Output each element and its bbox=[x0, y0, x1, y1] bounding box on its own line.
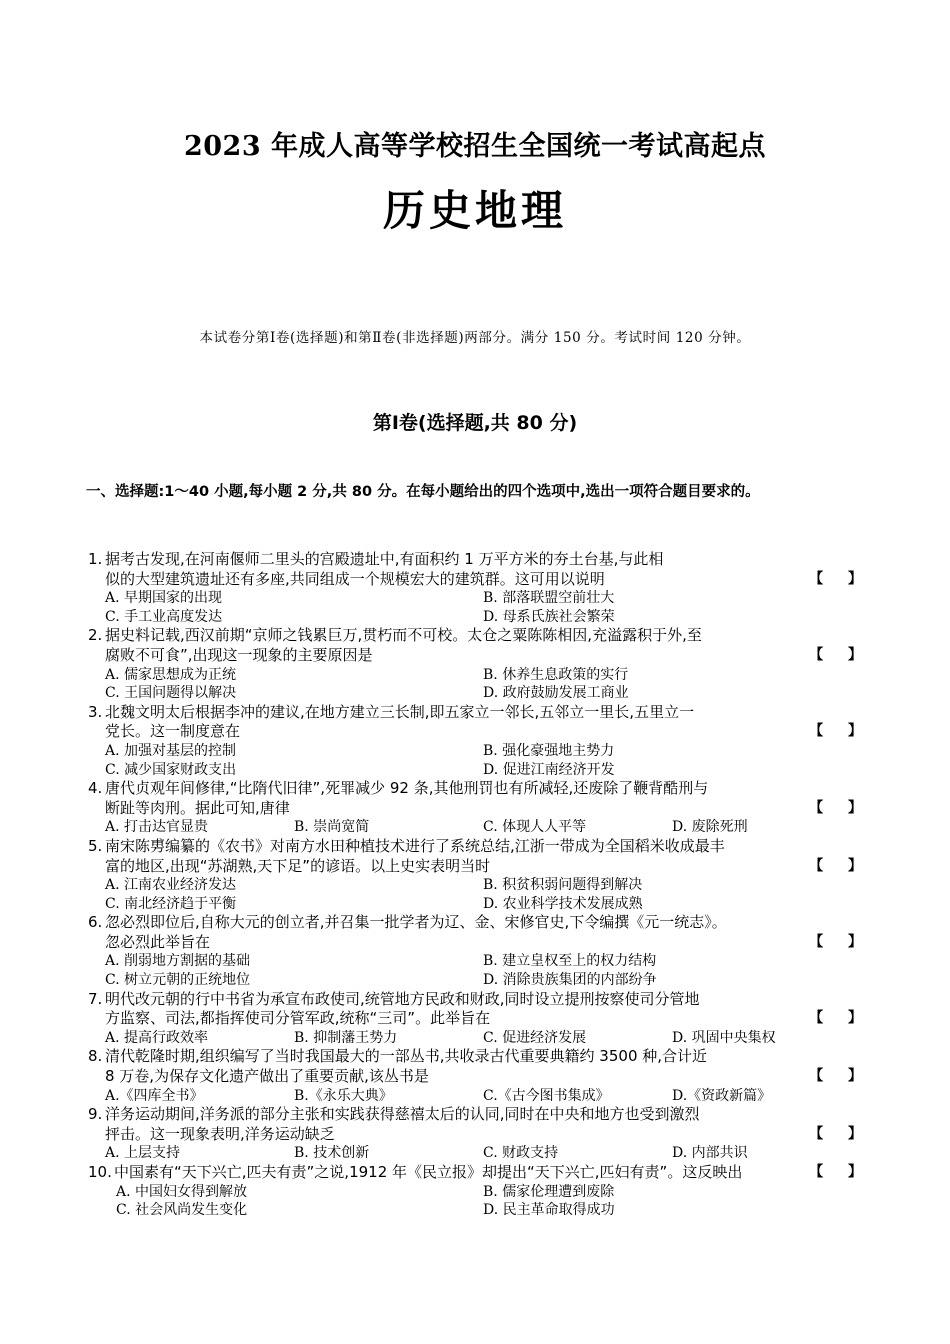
option-b[interactable]: B. 建立皇权至上的权力结构 bbox=[483, 953, 657, 970]
option-row bbox=[88, 761, 878, 780]
question-4 bbox=[88, 779, 878, 837]
option-row bbox=[88, 684, 878, 703]
option-d[interactable]: D.《资政新篇》 bbox=[672, 1087, 772, 1104]
option-d[interactable]: D. 农业科学技术发展成熟 bbox=[483, 895, 643, 912]
section-instructions: 一、选择题:1～40 小题,每小题 2 分,共 80 分。在每小题给出的四个选项中,选出一项符合题目要求的。 bbox=[86, 484, 760, 500]
question-text: 断趾等肉刑。据此可知,唐律 bbox=[105, 798, 290, 817]
question-1 bbox=[88, 550, 878, 626]
question-text: 据史料记载,西汉前期“京师之钱累巨万,贯朽而不可校。太仓之粟陈陈相因,充溢露积于外,至 bbox=[105, 626, 702, 645]
option-row bbox=[88, 1144, 878, 1163]
option-a[interactable]: A. 江南农业经济发达 bbox=[105, 877, 237, 894]
option-c[interactable]: C. 王国问题得以解决 bbox=[105, 685, 237, 702]
question-text: 南宋陈旉编纂的《农书》对南方水田种植技术进行了系统总结,江浙一带成为全国稻米收成最丰 bbox=[105, 836, 725, 855]
question-stem-line bbox=[88, 1047, 878, 1067]
subject-title: 历史地理 bbox=[382, 186, 567, 235]
option-row bbox=[88, 589, 878, 608]
question-text: 洋务运动期间,洋务派的部分主张和实践获得慈禧太后的认同,同时在中央和地方也受到激烈 bbox=[105, 1105, 700, 1124]
answer-bracket[interactable]: 【 】 bbox=[809, 1164, 872, 1180]
question-6 bbox=[88, 913, 878, 989]
question-number: 9. bbox=[88, 1105, 103, 1124]
option-a[interactable]: A. 上层支持 bbox=[105, 1145, 181, 1162]
option-row bbox=[88, 876, 878, 895]
question-list bbox=[88, 550, 878, 1220]
answer-bracket[interactable]: 【 】 bbox=[809, 570, 872, 587]
question-8 bbox=[88, 1047, 878, 1105]
question-stem-line bbox=[88, 626, 878, 646]
question-10 bbox=[88, 1163, 878, 1220]
question-stem-line bbox=[88, 1105, 878, 1125]
option-a[interactable]: A. 儒家思想成为正统 bbox=[105, 666, 237, 683]
option-a[interactable]: A. 削弱地方割据的基础 bbox=[105, 953, 251, 970]
question-number: 8. bbox=[88, 1047, 103, 1066]
answer-bracket[interactable]: 【 】 bbox=[809, 857, 872, 874]
part-heading: 第Ⅰ卷(选择题,共 80 分) bbox=[372, 412, 578, 434]
question-text: 腐败不可食”,出现这一现象的主要原因是 bbox=[105, 645, 373, 664]
question-stem-line bbox=[88, 1125, 878, 1145]
question-9 bbox=[88, 1105, 878, 1163]
option-row bbox=[88, 818, 878, 837]
option-row bbox=[88, 742, 878, 761]
option-a[interactable]: A. 打击达官显贵 bbox=[105, 819, 209, 836]
option-b[interactable]: B. 积贫积弱问题得到解决 bbox=[483, 877, 643, 894]
answer-bracket[interactable]: 【 】 bbox=[809, 723, 872, 740]
question-stem-line bbox=[88, 1163, 878, 1183]
option-row bbox=[88, 1183, 878, 1202]
option-row bbox=[88, 971, 878, 990]
question-stem-line bbox=[88, 570, 878, 590]
option-d[interactable]: D. 促进江南经济开发 bbox=[483, 761, 615, 778]
option-b[interactable]: B. 技术创新 bbox=[294, 1145, 370, 1162]
option-c[interactable]: C. 财政支持 bbox=[483, 1145, 559, 1162]
answer-bracket[interactable]: 【 】 bbox=[809, 646, 872, 663]
option-c[interactable]: C. 手工业高度发达 bbox=[105, 608, 223, 625]
question-stem-line bbox=[88, 837, 878, 857]
answer-bracket[interactable]: 【 】 bbox=[809, 799, 872, 816]
question-number: 6. bbox=[88, 913, 103, 932]
option-b[interactable]: B. 儒家伦理遭到废除 bbox=[483, 1183, 615, 1200]
question-text: 中国素有“天下兴亡,匹夫有责”之说,1912 年《民立报》却提出“天下兴亡,匹妇有责”。这反映出 bbox=[114, 1163, 743, 1181]
question-text: 忽必烈即位后,自称大元的创立者,并召集一批学者为辽、金、宋修官史,下令编撰《元一统志》。 bbox=[105, 913, 727, 932]
option-row bbox=[88, 1087, 878, 1106]
option-row bbox=[88, 666, 878, 685]
option-c[interactable]: C. 促进经济发展 bbox=[483, 1029, 587, 1046]
option-a[interactable]: A. 早期国家的出现 bbox=[105, 590, 223, 607]
question-stem-line bbox=[88, 1009, 878, 1029]
question-stem-line bbox=[88, 913, 878, 933]
option-row bbox=[88, 1029, 878, 1048]
question-number: 3. bbox=[88, 702, 103, 721]
question-number: 7. bbox=[88, 989, 103, 1008]
question-text: 似的大型建筑遗址还有多座,共同组成一个规模宏大的建筑群。这可用以说明 bbox=[105, 569, 605, 588]
question-7 bbox=[88, 990, 878, 1048]
option-c[interactable]: C. 减少国家财政支出 bbox=[105, 761, 237, 778]
option-d[interactable]: D. 内部共识 bbox=[672, 1145, 748, 1162]
answer-bracket[interactable]: 【 】 bbox=[809, 933, 872, 950]
exam-intro: 本试卷分第Ⅰ卷(选择题)和第Ⅱ卷(非选择题)两部分。满分 150 分。考试时间 120 分钟。 bbox=[199, 330, 751, 346]
option-a[interactable]: A. 加强对基层的控制 bbox=[105, 742, 237, 759]
question-text: 抨击。这一现象表明,洋务运动缺乏 bbox=[105, 1124, 335, 1143]
answer-bracket[interactable]: 【 】 bbox=[809, 1068, 872, 1085]
question-text: 忽必烈此举旨在 bbox=[105, 932, 211, 951]
option-d[interactable]: D. 消除贵族集团的内部纷争 bbox=[483, 972, 657, 989]
option-c[interactable]: C. 南北经济趋于平衡 bbox=[105, 895, 237, 912]
option-row bbox=[88, 608, 878, 627]
question-text: 北魏文明太后根据李冲的建议,在地方建立三长制,即五家立一邻长,五邻立一里长,五里立一 bbox=[105, 702, 695, 721]
question-text: 据考古发现,在河南偃师二里头的宫殿遗址中,有面积约 1 万平方米的夯土台基,与此相 bbox=[105, 550, 664, 568]
question-stem-line bbox=[88, 722, 878, 742]
option-c[interactable]: C.《古今图书集成》 bbox=[483, 1087, 610, 1104]
question-text: 8 万卷,为保存文化遗产做出了重要贡献,该丛书是 bbox=[105, 1067, 429, 1086]
question-stem-line bbox=[88, 703, 878, 723]
option-d[interactable]: D. 废除死刑 bbox=[672, 819, 748, 836]
question-text: 唐代贞观年间修律,“比隋代旧律”,死罪减少 92 条,其他刑罚也有所减轻,还废除了鞭背酷刑与 bbox=[105, 779, 709, 798]
question-stem-line bbox=[88, 990, 878, 1010]
answer-bracket[interactable]: 【 】 bbox=[809, 1010, 872, 1027]
option-d[interactable]: D. 民主革命取得成功 bbox=[483, 1202, 615, 1219]
option-b[interactable]: B. 部落联盟空前壮大 bbox=[483, 590, 615, 607]
question-number: 5. bbox=[88, 836, 103, 855]
question-stem-line bbox=[88, 933, 878, 953]
option-b[interactable]: B. 休养生息政策的实行 bbox=[483, 666, 629, 683]
option-d[interactable]: D. 政府鼓励发展工商业 bbox=[483, 685, 629, 702]
question-text: 方监察、司法,都指挥使司分管军政,统称“三司”。此举旨在 bbox=[105, 1009, 491, 1028]
option-a[interactable]: A. 中国妇女得到解放 bbox=[116, 1183, 248, 1200]
exam-title: 2023 年成人高等学校招生全国统一考试高起点 bbox=[183, 131, 767, 162]
option-row bbox=[88, 1201, 878, 1220]
option-d[interactable]: D. 母系氏族社会繁荣 bbox=[483, 608, 615, 625]
option-row bbox=[88, 895, 878, 914]
question-stem-line bbox=[88, 779, 878, 799]
question-text: 富的地区,出现“苏湖熟,天下足”的谚语。以上史实表明当时 bbox=[105, 856, 491, 875]
answer-bracket[interactable]: 【 】 bbox=[809, 1125, 872, 1142]
question-text: 清代乾隆时期,组织编写了当时我国最大的一部丛书,共收录古代重要典籍约 3500 种,合计近 bbox=[105, 1047, 708, 1066]
question-5 bbox=[88, 837, 878, 913]
option-c[interactable]: C. 社会风尚发生变化 bbox=[116, 1202, 248, 1219]
question-stem-line bbox=[88, 857, 878, 877]
option-d[interactable]: D. 巩固中央集权 bbox=[672, 1029, 776, 1046]
option-a[interactable]: A. 提高行政效率 bbox=[105, 1029, 209, 1046]
question-stem-line bbox=[88, 799, 878, 819]
option-row bbox=[88, 952, 878, 971]
option-b[interactable]: B. 强化豪强地主势力 bbox=[483, 742, 615, 759]
question-3 bbox=[88, 703, 878, 779]
question-number: 2. bbox=[88, 626, 103, 645]
option-c[interactable]: C. 体现人人平等 bbox=[483, 819, 587, 836]
question-stem-line bbox=[88, 1067, 878, 1087]
option-b[interactable]: B. 抑制藩王势力 bbox=[294, 1029, 398, 1046]
question-2 bbox=[88, 626, 878, 702]
option-c[interactable]: C. 树立元朝的正统地位 bbox=[105, 972, 251, 989]
question-text: 党长。这一制度意在 bbox=[105, 722, 241, 741]
question-stem-line bbox=[88, 550, 878, 570]
question-number: 1. bbox=[88, 550, 103, 568]
question-stem-line bbox=[88, 646, 878, 666]
question-text: 明代改元朝的行中书省为承宣布政使司,统管地方民政和财政,同时设立提刑按察使司分管地 bbox=[105, 989, 700, 1008]
option-b[interactable]: B. 崇尚宽简 bbox=[294, 819, 370, 836]
option-a[interactable]: A.《四库全书》 bbox=[105, 1087, 204, 1104]
question-number: 4. bbox=[88, 779, 103, 798]
option-b[interactable]: B.《永乐大典》 bbox=[294, 1087, 393, 1104]
question-number: 10. bbox=[88, 1163, 112, 1181]
